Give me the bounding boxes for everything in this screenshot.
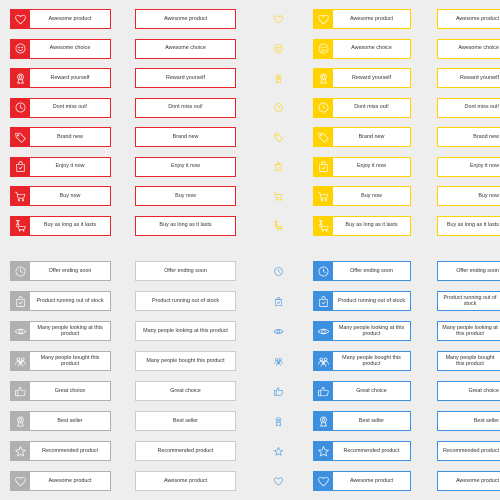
award-ribbon-icon-square[interactable] [10,68,30,88]
eye-icon [14,325,27,338]
shopping-bag-icon [14,160,27,173]
award-ribbon-icon [272,72,284,84]
many-people-bought-this-product-button[interactable]: Many people bought this product [30,351,111,371]
award-ribbon-icon [14,415,27,428]
buy-as-long-as-it-lasts-button[interactable]: Buy as long as it lasts [30,216,111,236]
best-seller-button[interactable]: Best seller [30,411,111,431]
product-running-out-of-stock-button[interactable]: Product running out of stock [333,291,411,311]
cart-icon [14,190,27,203]
buy-now-outline-button[interactable]: Buy now [135,186,236,206]
top-group-row [0,97,500,119]
product-running-out-of-stock-button[interactable]: Product running out of stock [30,291,111,311]
top-group-row [0,38,500,60]
clock-icon-square[interactable] [10,98,30,118]
clock-icon-square[interactable] [10,261,30,281]
thumbs-up-icon-square[interactable] [313,381,333,401]
awesome-choice-outline-button[interactable]: Awesome choice [437,39,500,59]
thumbs-up-icon [317,385,330,398]
awesome-product-button[interactable]: Awesome product [333,471,411,491]
top-group-row [0,156,500,178]
bottom-group-row [0,290,500,312]
star-icon [14,445,27,458]
awesome-choice-button[interactable]: Awesome choice [30,39,111,59]
best-seller-outline-button[interactable]: Best seller [437,411,500,431]
many-people-bought-this-product-button[interactable]: Many people bought this product [333,351,411,371]
brand-new-button[interactable]: Brand new [333,127,411,147]
hourglass-cart-icon [317,219,330,232]
clock-icon [317,265,330,278]
shopping-bag-icon-square[interactable] [10,291,30,311]
great-choice-button[interactable]: Great choice [333,381,411,401]
thumbs-up-icon-square[interactable] [10,381,30,401]
bottom-group-row [0,440,500,462]
buy-now-outline-button[interactable]: Buy now [437,186,500,206]
offer-ending-soon-outline-button[interactable]: Offer ending soon [135,261,236,281]
people-icon [317,355,330,368]
people-icon-square[interactable] [10,351,30,371]
star-icon-square[interactable] [10,441,30,461]
star-icon [317,445,330,458]
dont-miss-out-button[interactable]: Dont miss out! [333,98,411,118]
bottom-group-row [0,320,500,342]
reward-yourself-outline-button[interactable]: Reward yourself [135,68,236,88]
bottom-group-row [0,260,500,282]
awesome-product-button[interactable]: Awesome product [333,9,411,29]
clock-icon [14,101,27,114]
heart-icon [272,13,284,25]
buy-as-long-as-it-lasts-outline-button[interactable]: Buy as long as it lasts [437,216,500,236]
great-choice-outline-button[interactable]: Great choice [135,381,236,401]
shopping-bag-icon-square[interactable] [313,291,333,311]
award-ribbon-icon-square[interactable] [313,411,333,431]
top-group-row [0,215,500,237]
shopping-bag-icon [272,295,284,307]
smiley-icon [272,43,284,55]
shopping-bag-icon-square[interactable] [10,157,30,177]
bottom-group-row [0,470,500,492]
award-ribbon-icon-square[interactable] [313,68,333,88]
awesome-product-outline-button[interactable]: Awesome product [135,471,236,491]
heart-icon-square[interactable] [10,471,30,491]
top-group-row [0,67,500,89]
tag-icon-square[interactable] [10,127,30,147]
many-people-bought-this-product-outline-button[interactable]: Many people bought this product [437,351,500,371]
star-icon [272,445,284,457]
smiley-icon-square[interactable] [313,39,333,59]
awesome-product-outline-button[interactable]: Awesome product [437,471,500,491]
reward-yourself-button[interactable]: Reward yourself [30,68,111,88]
thumbs-up-icon [14,385,27,398]
heart-icon-square[interactable] [10,9,30,29]
thumbs-up-icon [272,385,284,397]
award-ribbon-icon [317,415,330,428]
offer-ending-soon-button[interactable]: Offer ending soon [333,261,411,281]
eye-icon-square[interactable] [313,321,333,341]
brand-new-button[interactable]: Brand new [30,127,111,147]
shopping-bag-icon-square[interactable] [313,157,333,177]
award-ribbon-icon-square[interactable] [10,411,30,431]
clock-icon-square[interactable] [313,98,333,118]
top-group-row [0,126,500,148]
star-icon-square[interactable] [313,441,333,461]
eye-icon [272,325,284,337]
clock-icon-square[interactable] [313,261,333,281]
heart-icon-square[interactable] [313,471,333,491]
buy-as-long-as-it-lasts-outline-button[interactable]: Buy as long as it lasts [135,216,236,236]
enjoy-it-now-outline-button[interactable]: Enjoy it now [437,157,500,177]
heart-icon-square[interactable] [313,9,333,29]
buy-now-button[interactable]: Buy now [333,186,411,206]
offer-ending-soon-outline-button[interactable]: Offer ending soon [437,261,500,281]
awesome-product-button[interactable]: Awesome product [30,471,111,491]
brand-new-outline-button[interactable]: Brand new [135,127,236,147]
heart-icon [14,13,27,26]
awesome-choice-outline-button[interactable]: Awesome choice [135,39,236,59]
hourglass-cart-icon-square[interactable] [313,216,333,236]
award-ribbon-icon [14,72,27,85]
eye-icon-square[interactable] [10,321,30,341]
eye-icon [317,325,330,338]
clock-icon [317,101,330,114]
product-running-out-of-stock-outline-button[interactable]: Product running out of stock [135,291,236,311]
tag-icon [317,131,330,144]
heart-icon [272,475,284,487]
brand-new-outline-button[interactable]: Brand new [437,127,500,147]
great-choice-button[interactable]: Great choice [30,381,111,401]
reward-yourself-outline-button[interactable]: Reward yourself [437,68,500,88]
tag-icon-square[interactable] [313,127,333,147]
many-people-looking-at-this-product-button[interactable]: Many people looking at this product [333,321,411,341]
best-seller-outline-button[interactable]: Best seller [135,411,236,431]
many-people-looking-at-this-product-outline-button[interactable]: Many people looking at this product [437,321,500,341]
recommended-product-button[interactable]: Recommended product [333,441,411,461]
many-people-bought-this-product-outline-button[interactable]: Many people bought this product [135,351,236,371]
smiley-icon [14,42,27,55]
bottom-group-row [0,380,500,402]
heart-icon [14,475,27,488]
bottom-group-row [0,410,500,432]
dont-miss-out-outline-button[interactable]: Dont miss out! [135,98,236,118]
hourglass-cart-icon-square[interactable] [10,216,30,236]
dont-miss-out-button[interactable]: Dont miss out! [30,98,111,118]
people-icon-square[interactable] [313,351,333,371]
heart-icon [317,13,330,26]
buy-now-button[interactable]: Buy now [30,186,111,206]
shopping-bag-icon [14,295,27,308]
enjoy-it-now-button[interactable]: Enjoy it now [30,157,111,177]
clock-icon [272,265,284,277]
top-group-row [0,185,500,207]
great-choice-outline-button[interactable]: Great choice [437,381,500,401]
awesome-product-outline-button[interactable]: Awesome product [135,9,236,29]
tag-icon [14,131,27,144]
enjoy-it-now-outline-button[interactable]: Enjoy it now [135,157,236,177]
many-people-looking-at-this-product-outline-button[interactable]: Many people looking at this product [135,321,236,341]
smiley-icon-square[interactable] [10,39,30,59]
hourglass-cart-icon [272,220,284,232]
award-ribbon-icon [317,72,330,85]
top-group-row [0,8,500,30]
people-icon [14,355,27,368]
awesome-product-outline-button[interactable]: Awesome product [437,9,500,29]
cart-icon-square[interactable] [313,186,333,206]
shopping-bag-icon [272,161,284,173]
product-running-out-of-stock-outline-button[interactable]: Product running out of stock [437,291,500,311]
awesome-product-button[interactable]: Awesome product [30,9,111,29]
hourglass-cart-icon [14,219,27,232]
shopping-bag-icon [317,295,330,308]
recommended-product-outline-button[interactable]: Recommended product [135,441,236,461]
enjoy-it-now-button[interactable]: Enjoy it now [333,157,411,177]
cart-icon-square[interactable] [10,186,30,206]
award-ribbon-icon [272,415,284,427]
recommended-product-button[interactable]: Recommended product [30,441,111,461]
buy-as-long-as-it-lasts-button[interactable]: Buy as long as it lasts [333,216,411,236]
awesome-choice-button[interactable]: Awesome choice [333,39,411,59]
best-seller-button[interactable]: Best seller [333,411,411,431]
tag-icon [272,131,284,143]
bottom-group-row [0,350,500,372]
heart-icon [317,475,330,488]
people-icon [272,355,284,367]
cart-icon [317,190,330,203]
recommended-product-outline-button[interactable]: Recommended product [437,441,500,461]
offer-ending-soon-button[interactable]: Offer ending soon [30,261,111,281]
clock-icon [272,102,284,114]
smiley-icon [317,42,330,55]
dont-miss-out-outline-button[interactable]: Dont miss out! [437,98,500,118]
clock-icon [14,265,27,278]
many-people-looking-at-this-product-button[interactable]: Many people looking at this product [30,321,111,341]
cart-icon [272,190,284,202]
shopping-bag-icon [317,160,330,173]
reward-yourself-button[interactable]: Reward yourself [333,68,411,88]
